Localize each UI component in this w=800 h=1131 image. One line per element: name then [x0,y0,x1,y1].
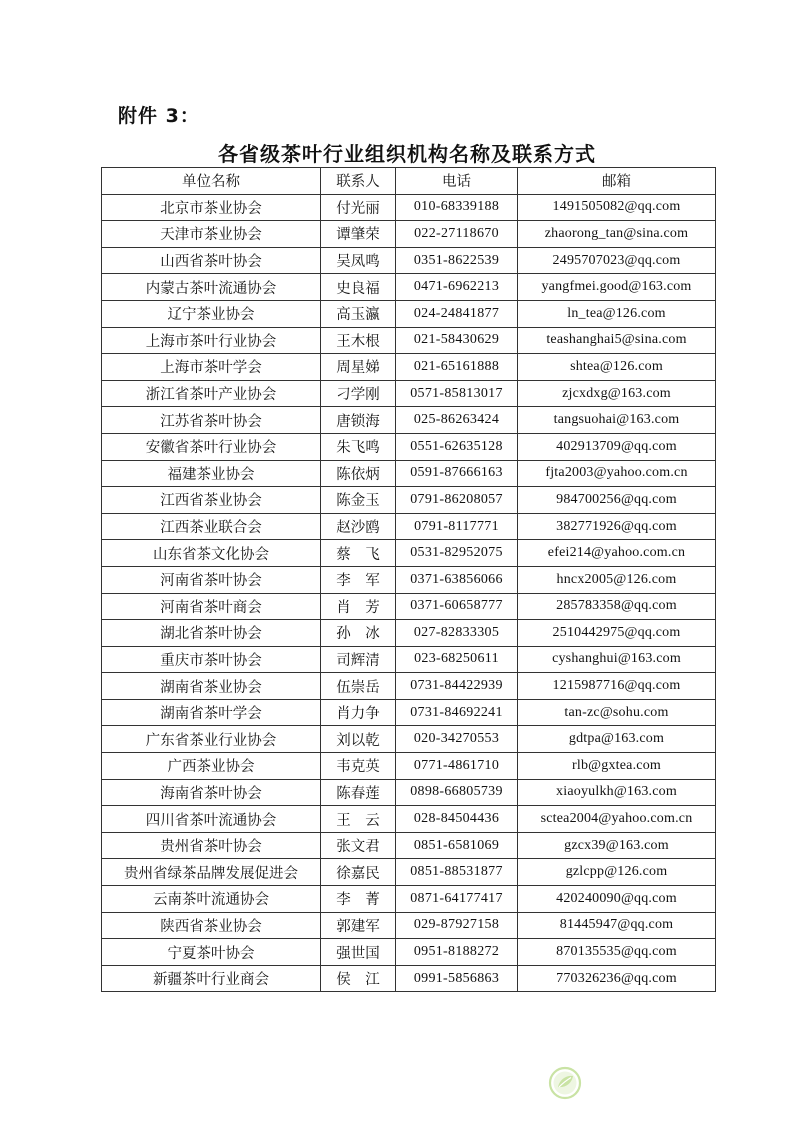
org-name-cell: 广西茶业协会 [102,753,321,780]
org-name-cell: 福建茶业协会 [102,460,321,487]
phone-cell: 027-82833305 [396,620,518,647]
email-cell: teashanghai5@sina.com [518,327,716,354]
contact-person-cell: 陈春莲 [321,779,396,806]
table-row [102,806,716,833]
org-name-cell: 浙江省茶叶产业协会 [102,380,321,407]
phone-cell: 0791-86208057 [396,487,518,514]
org-name-cell: 北京市茶业协会 [102,194,321,221]
email-cell: cyshanghui@163.com [518,646,716,673]
phone-cell: 024-24841877 [396,300,518,327]
phone-cell: 0731-84692241 [396,699,518,726]
contact-person-cell: 史良福 [321,274,396,301]
contact-person-cell: 王 云 [321,806,396,833]
contact-person-cell: 付光丽 [321,194,396,221]
table-row [102,487,716,514]
email-cell: rlb@gxtea.com [518,753,716,780]
email-cell: 2495707023@qq.com [518,247,716,274]
table-row [102,886,716,913]
contact-person-cell: 韦克英 [321,753,396,780]
contact-person-cell: 唐锁海 [321,407,396,434]
contacts-table [101,167,716,992]
contact-person-cell: 高玉瀛 [321,300,396,327]
phone-cell: 0551-62635128 [396,433,518,460]
email-cell: efei214@yahoo.com.cn [518,540,716,567]
table-body [102,194,716,992]
email-cell: sctea2004@yahoo.com.cn [518,806,716,833]
attachment-label: 附件 3： [118,105,200,127]
table-row [102,540,716,567]
header-org-name: 单位名称 [102,168,321,195]
phone-cell: 025-86263424 [396,407,518,434]
phone-cell: 029-87927158 [396,912,518,939]
org-name-cell: 辽宁茶业协会 [102,300,321,327]
phone-cell: 0731-84422939 [396,673,518,700]
email-cell: zhaorong_tan@sina.com [518,221,716,248]
header-phone: 电话 [396,168,518,195]
org-name-cell: 江西茶业联合会 [102,513,321,540]
phone-cell: 0531-82952075 [396,540,518,567]
contact-person-cell: 强世国 [321,939,396,966]
table-row [102,274,716,301]
contact-person-cell: 赵沙鸥 [321,513,396,540]
org-name-cell: 云南茶叶流通协会 [102,886,321,913]
contact-person-cell: 侯 江 [321,965,396,992]
phone-cell: 021-65161888 [396,354,518,381]
contact-person-cell: 陈依炳 [321,460,396,487]
phone-cell: 028-84504436 [396,806,518,833]
table-row [102,673,716,700]
org-name-cell: 江西省茶业协会 [102,487,321,514]
table-row [102,380,716,407]
table-row [102,300,716,327]
org-name-cell: 重庆市茶叶协会 [102,646,321,673]
email-cell: 285783358@qq.com [518,593,716,620]
contact-person-cell: 蔡 飞 [321,540,396,567]
table-row [102,646,716,673]
table-row [102,620,716,647]
table-row [102,327,716,354]
header-contact-person: 联系人 [321,168,396,195]
contact-person-cell: 张文君 [321,832,396,859]
table-row [102,779,716,806]
table-row [102,513,716,540]
table-row [102,247,716,274]
email-cell: 420240090@qq.com [518,886,716,913]
org-name-cell: 内蒙古茶叶流通协会 [102,274,321,301]
table-row [102,407,716,434]
phone-cell: 0351-8622539 [396,247,518,274]
email-cell: tan-zc@sohu.com [518,699,716,726]
contact-person-cell: 李 菁 [321,886,396,913]
header-email: 邮箱 [518,168,716,195]
phone-cell: 0471-6962213 [396,274,518,301]
email-cell: gzcx39@163.com [518,832,716,859]
email-cell: gdtpa@163.com [518,726,716,753]
table-row [102,194,716,221]
phone-cell: 0851-88531877 [396,859,518,886]
phone-cell: 010-68339188 [396,194,518,221]
email-cell: 1215987716@qq.com [518,673,716,700]
org-name-cell: 山东省茶文化协会 [102,540,321,567]
org-name-cell: 四川省茶叶流通协会 [102,806,321,833]
contact-person-cell: 肖力争 [321,699,396,726]
email-cell: shtea@126.com [518,354,716,381]
email-cell: tangsuohai@163.com [518,407,716,434]
email-cell: hncx2005@126.com [518,566,716,593]
table-row [102,753,716,780]
contact-person-cell: 李 军 [321,566,396,593]
phone-cell: 020-34270553 [396,726,518,753]
phone-cell: 0591-87666163 [396,460,518,487]
contact-person-cell: 刘以乾 [321,726,396,753]
table-row [102,460,716,487]
contact-person-cell: 王木根 [321,327,396,354]
table-row [102,593,716,620]
table-row [102,912,716,939]
phone-cell: 0991-5856863 [396,965,518,992]
contact-person-cell: 孙 冰 [321,620,396,647]
email-cell: yangfmei.good@163.com [518,274,716,301]
org-name-cell: 新疆茶叶行业商会 [102,965,321,992]
tea-leaf-logo-icon [548,1066,582,1100]
org-name-cell: 宁夏茶叶协会 [102,939,321,966]
table-row [102,433,716,460]
document-title: 各省级茶叶行业组织机构名称及联系方式 [218,142,596,166]
org-name-cell: 贵州省茶叶协会 [102,832,321,859]
org-name-cell: 贵州省绿茶品牌发展促进会 [102,859,321,886]
email-cell: 81445947@qq.com [518,912,716,939]
contact-person-cell: 吴凤鸣 [321,247,396,274]
phone-cell: 0791-8117771 [396,513,518,540]
email-cell: 2510442975@qq.com [518,620,716,647]
phone-cell: 022-27118670 [396,221,518,248]
org-name-cell: 上海市茶叶行业协会 [102,327,321,354]
table-header-row [102,168,716,195]
email-cell: gzlcpp@126.com [518,859,716,886]
org-name-cell: 湖北省茶叶协会 [102,620,321,647]
phone-cell: 0898-66805739 [396,779,518,806]
table-row [102,566,716,593]
phone-cell: 0571-85813017 [396,380,518,407]
org-name-cell: 安徽省茶叶行业协会 [102,433,321,460]
table-row [102,832,716,859]
org-name-cell: 湖南省茶业协会 [102,673,321,700]
phone-cell: 0371-60658777 [396,593,518,620]
org-name-cell: 河南省茶叶商会 [102,593,321,620]
email-cell: ln_tea@126.com [518,300,716,327]
email-cell: 870135535@qq.com [518,939,716,966]
contact-person-cell: 郭建军 [321,912,396,939]
org-name-cell: 江苏省茶叶协会 [102,407,321,434]
email-cell: 1491505082@qq.com [518,194,716,221]
table-row [102,699,716,726]
table-row [102,939,716,966]
table-row [102,726,716,753]
org-name-cell: 广东省茶业行业协会 [102,726,321,753]
org-name-cell: 上海市茶叶学会 [102,354,321,381]
phone-cell: 0951-8188272 [396,939,518,966]
contact-person-cell: 司辉清 [321,646,396,673]
contact-person-cell: 周星娣 [321,354,396,381]
email-cell: 770326236@qq.com [518,965,716,992]
phone-cell: 023-68250611 [396,646,518,673]
org-name-cell: 山西省茶叶协会 [102,247,321,274]
org-name-cell: 河南省茶叶协会 [102,566,321,593]
org-name-cell: 湖南省茶叶学会 [102,699,321,726]
contact-person-cell: 徐嘉民 [321,859,396,886]
contact-person-cell: 刁学刚 [321,380,396,407]
contact-person-cell: 伍崇岳 [321,673,396,700]
table-row [102,221,716,248]
email-cell: zjcxdxg@163.com [518,380,716,407]
email-cell: fjta2003@yahoo.com.cn [518,460,716,487]
table-row [102,354,716,381]
contact-person-cell: 谭肇荣 [321,221,396,248]
org-name-cell: 天津市茶业协会 [102,221,321,248]
contact-person-cell: 朱飞鸣 [321,433,396,460]
phone-cell: 0371-63856066 [396,566,518,593]
phone-cell: 0871-64177417 [396,886,518,913]
org-name-cell: 海南省茶叶协会 [102,779,321,806]
email-cell: 984700256@qq.com [518,487,716,514]
email-cell: 402913709@qq.com [518,433,716,460]
email-cell: 382771926@qq.com [518,513,716,540]
contact-person-cell: 肖 芳 [321,593,396,620]
table-row [102,859,716,886]
org-name-cell: 陕西省茶业协会 [102,912,321,939]
phone-cell: 0771-4861710 [396,753,518,780]
phone-cell: 021-58430629 [396,327,518,354]
contact-person-cell: 陈金玉 [321,487,396,514]
email-cell: xiaoyulkh@163.com [518,779,716,806]
phone-cell: 0851-6581069 [396,832,518,859]
table-row [102,965,716,992]
